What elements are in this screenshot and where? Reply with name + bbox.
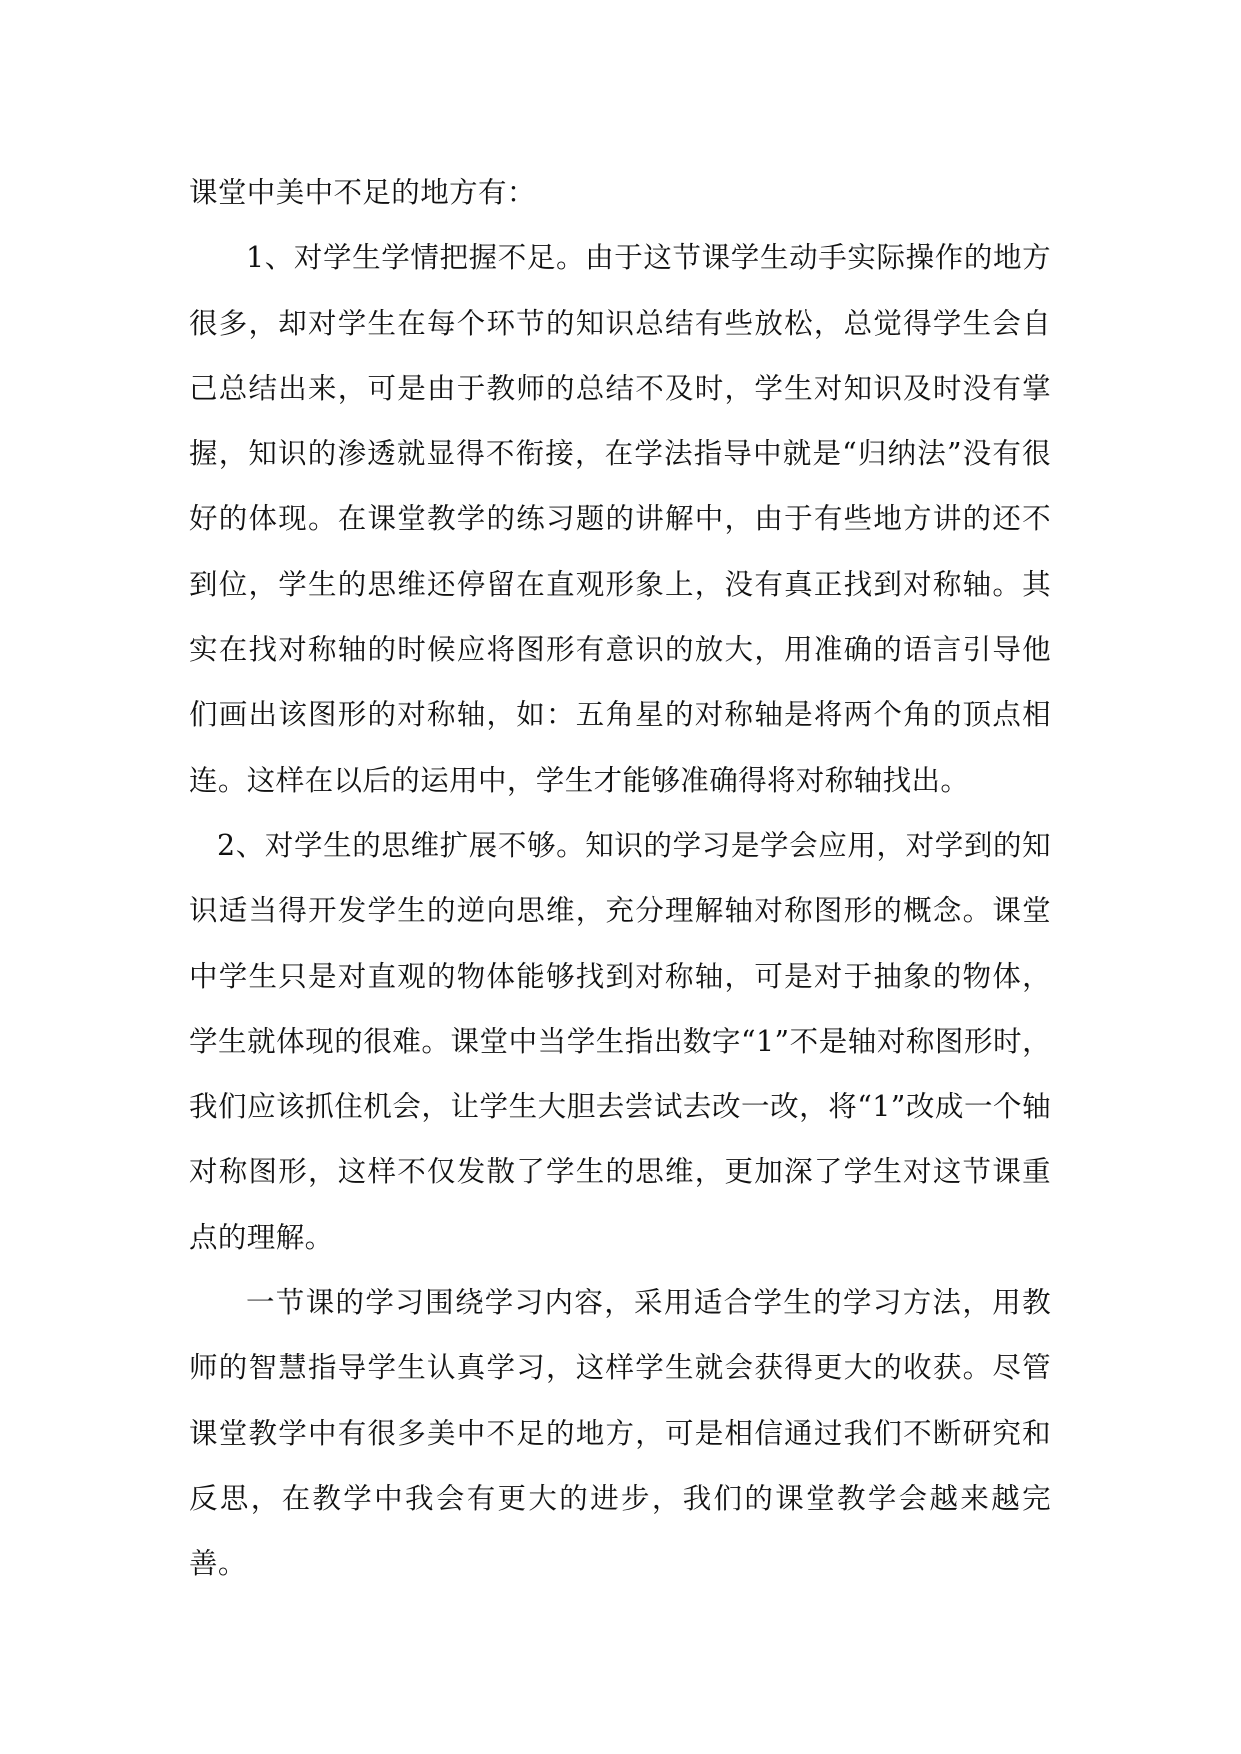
document-body xyxy=(189,160,1051,1597)
shortcoming-2-paragraph: 2、对学生的思维扩展不够。知识的学习是学会应用，对学到的知识适当得开发学生的逆向思维，充分理解轴对称图形的概念。课堂中学生只是对直观的物体能够找到对称轴，可是对于抽象的物体，学生就体现的很难。课堂中当学生指出数字“1”不是轴对称图形时，我们应该抓住机会，让学生大胆去尝试去改一改，将“1”改成一个轴对称图形，这样不仅发散了学生的思维，更加深了学生对这节课重点的理解。 xyxy=(189,828,1051,1254)
intro-paragraph: 课堂中美中不足的地方有： xyxy=(189,176,536,209)
shortcoming-1-paragraph: 1、对学生学情把握不足。由于这节课学生动手实际操作的地方很多，却对学生在每个环节的知识总结有些放松，总觉得学生会自己总结出来，可是由于教师的总结不及时，学生对知识及时没有掌握，知识的渗透就显得不衔接，在学法指导中就是“归纳法”没有很好的体现。在课堂教学的练习题的讲解中，由于有些地方讲的还不到位，学生的思维还停留在直观形象上，没有真正找到对称轴。其实在找对称轴的时候应将图形有意识的放大，用准确的语言引导他们画出该图形的对称轴，如：五角星的对称轴是将两个角的顶点相连。这样在以后的运用中，学生才能够准确得将对称轴找出。 xyxy=(189,241,1051,797)
closing-paragraph: 一节课的学习围绕学习内容，采用适合学生的学习方法，用教师的智慧指导学生认真学习，这样学生就会获得更大的收获。尽管课堂教学中有很多美中不足的地方，可是相信通过我们不断研究和反思，在教学中我会有更大的进步，我们的课堂教学会越来越完善。 xyxy=(189,1286,1051,1581)
